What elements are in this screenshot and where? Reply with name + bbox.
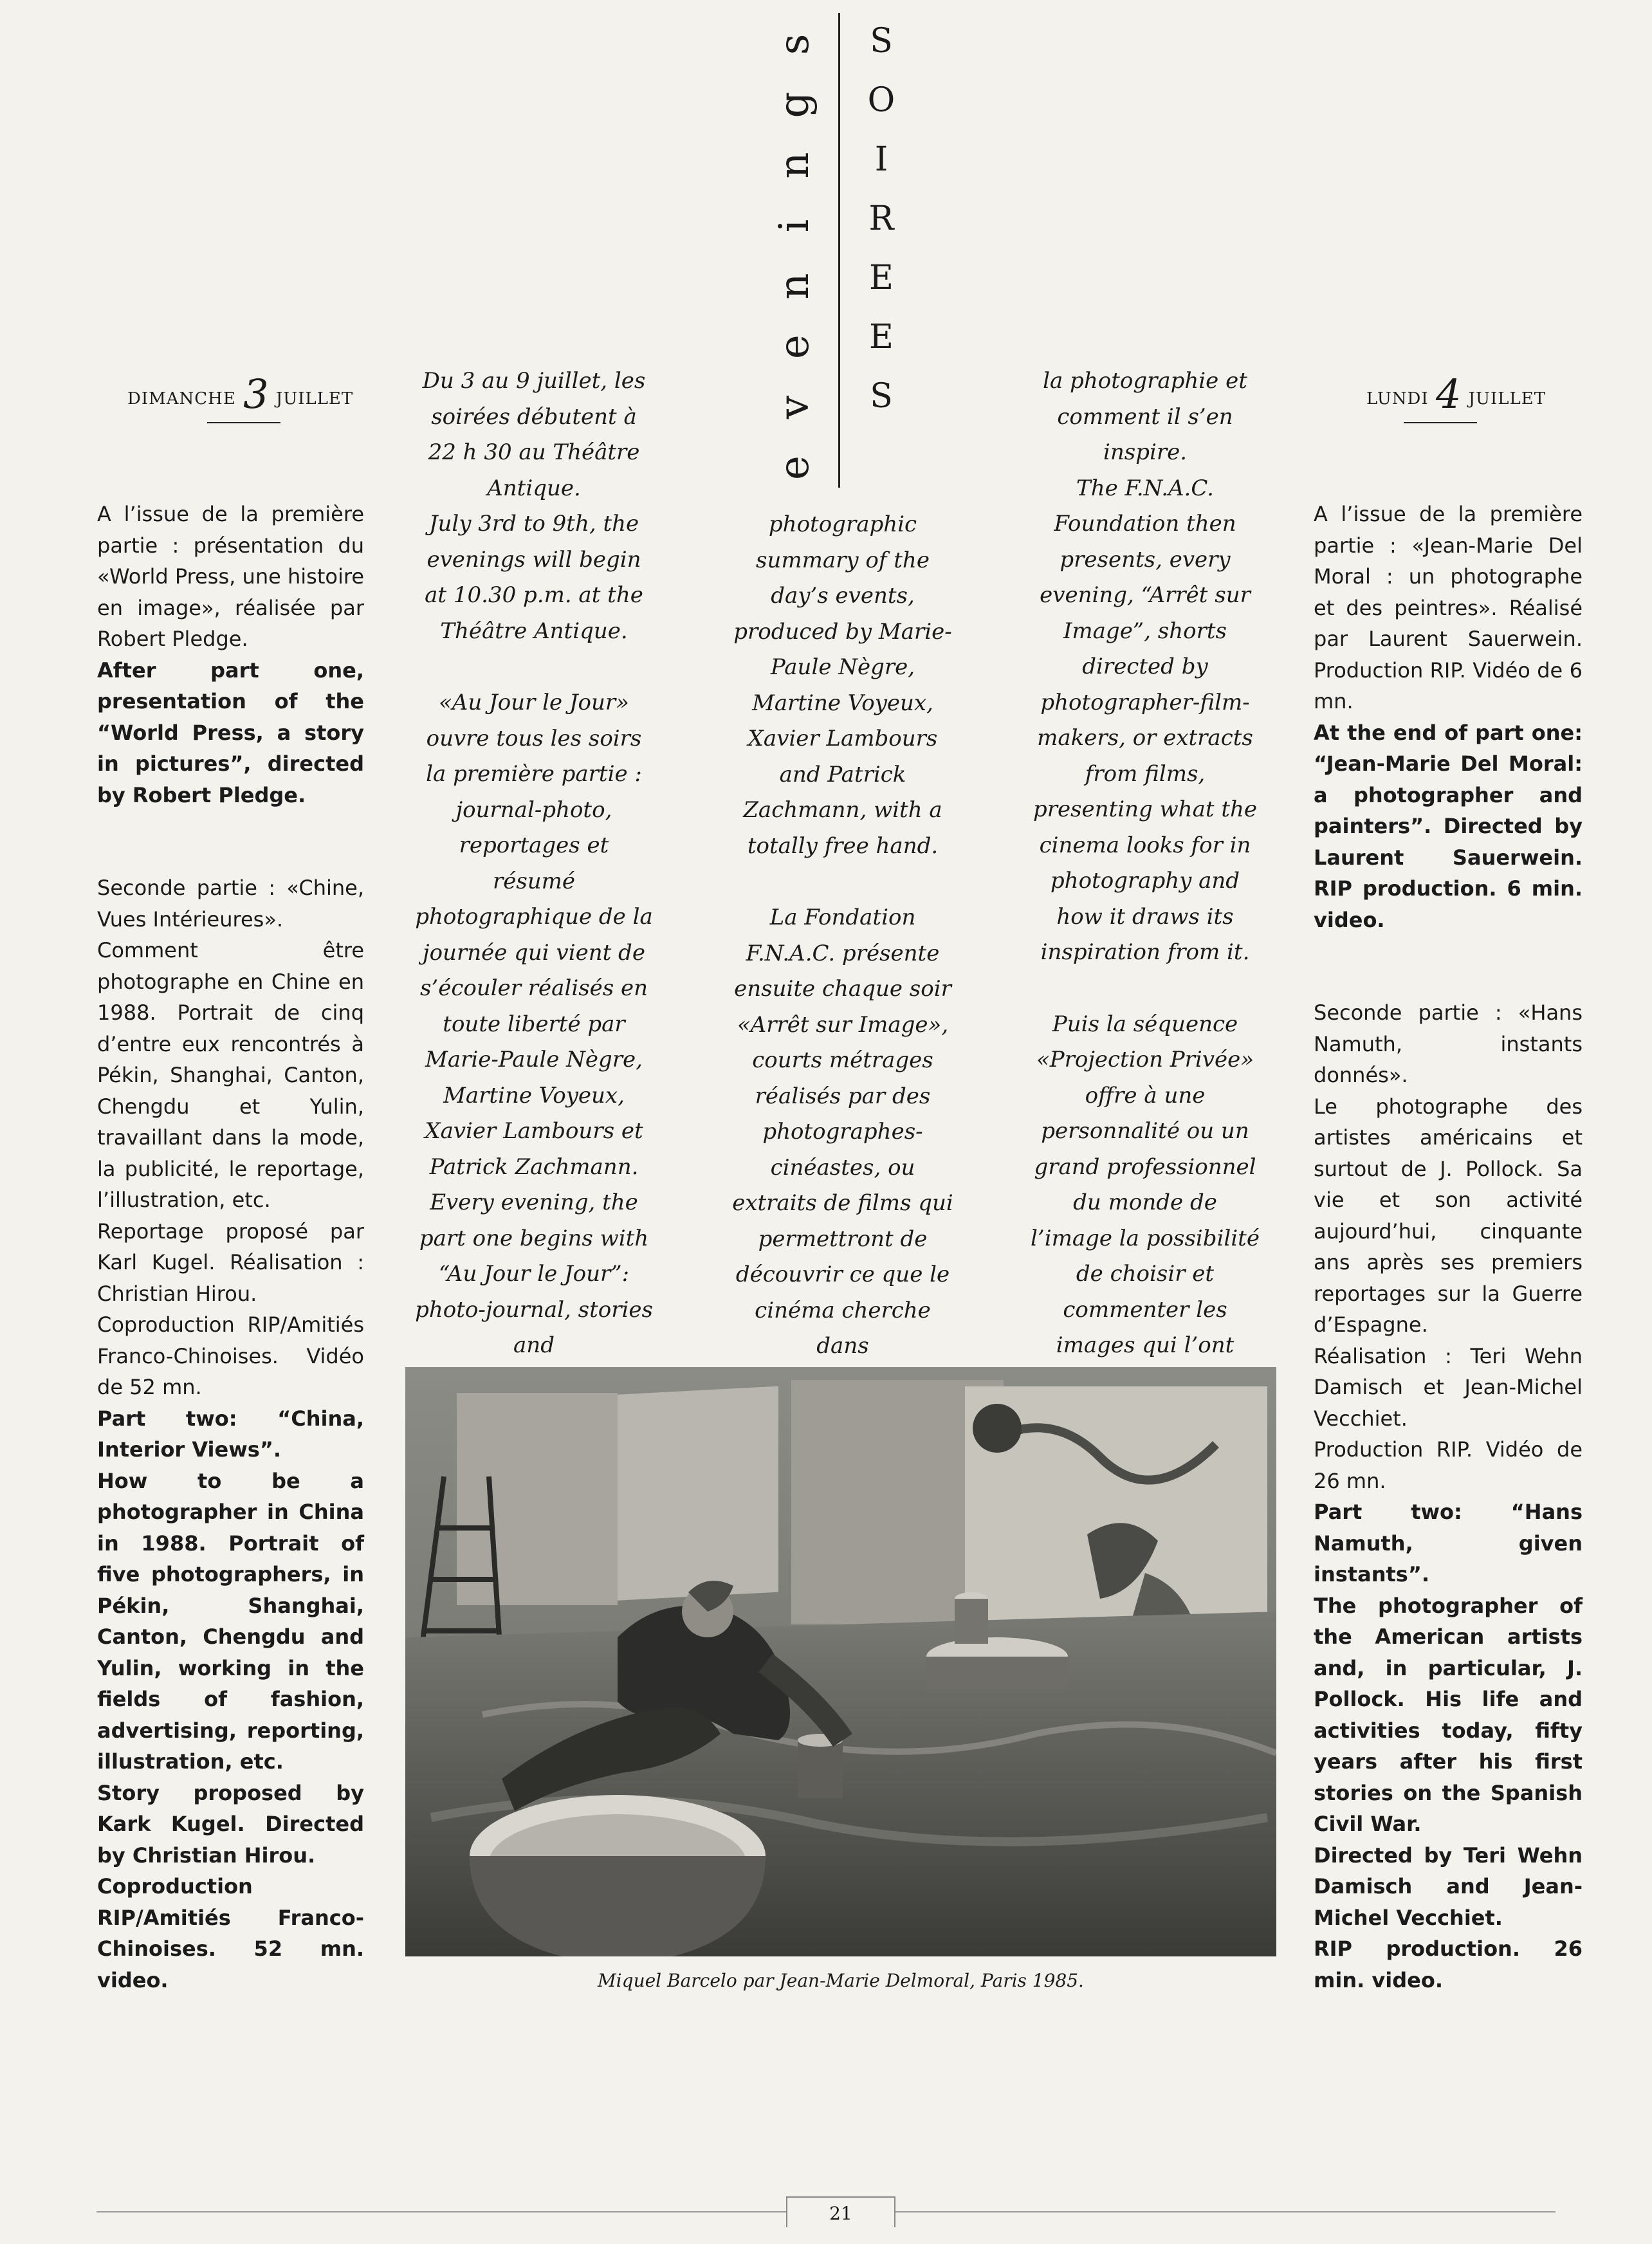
left-part2-fr-title: Seconde partie : «Chine, Vues Intérieures». (97, 876, 364, 932)
title-evenings-vertical (759, 14, 830, 498)
title-letter: R (868, 199, 894, 238)
title-letter: v (771, 395, 818, 419)
left-part2-fr-desc: Comment être photographe en Chine en 1988. Portrait de cinq d’entre eux rencontrés à Pékin, Shanghai, Canton, Chengdu et Yulin, travaillant dans la mode, la publicité, le reportage, l’illustration, etc. (97, 938, 364, 1212)
mid1-schedule-fr: Du 3 au 9 juillet, les soirées débutent à 22 h 30 au Théâtre Antique. (422, 368, 646, 501)
title-letter: I (874, 140, 888, 179)
right-part2-fr-credits: Réalisation : Teri Wehn Damisch et Jean-Michel Vecchiet. (1314, 1343, 1583, 1431)
left-column (97, 499, 364, 1996)
photo-caption: Miquel Barcelo par Jean-Marie Delmoral, Paris 1985. (598, 1970, 1084, 1991)
mid3-projection-fr: Puis la séquence «Projection Privée» offre à une personnalité ou un grand professionnel du monde de l’image la possibilité de choisir et commenter les images qui l’ont (1031, 1011, 1260, 1358)
right-part2-en-production: RIP production. 26 min. video. (1314, 1936, 1583, 1992)
title-soirees-vertical (852, 12, 910, 426)
right-part2-en-title: Part two: “Hans Namuth, given instants”. (1314, 1500, 1583, 1586)
right-part2-en-desc: The photographer of the American artists and, in particular, J. Pollock. His life and activities today, fifty years after his first stories on the Spanish Civil War. (1314, 1593, 1583, 1836)
title-letter: n (771, 152, 818, 179)
right-part1-fr: A l’issue de la première partie : «Jean-Marie Del Moral : un photographe et des peintres». Réalisé par Laurent Sauerwein. Production RIP. Vidéo de 6 mn. (1314, 502, 1583, 713)
left-part2-en-production: Coproduction RIP/Amitiés Franco-Chinoises. 52 mn. video. (97, 1874, 364, 1992)
title-letter: g (771, 91, 818, 118)
mid3-fnac-en: The F.N.A.C. Foundation then presents, every evening, “Arrêt sur Image”, shorts directed by photographer-film-makers, or extracts from films, presenting what the cinema looks for in photography and how it draws its inspiration from it. (1032, 475, 1258, 965)
day-number: 3 (243, 371, 269, 418)
right-day-rule (1404, 422, 1477, 423)
title-letter: e (771, 335, 818, 359)
mid1-au-jour-en: Every evening, the part one begins with “Au Jour le Jour”: photo-journal, stories and (415, 1190, 653, 1358)
weekday: DIMANCHE (127, 389, 236, 409)
title-letter: O (867, 81, 895, 120)
title-letter: S (870, 22, 893, 60)
left-part2-en-credits: Story proposed by Kark Kugel. Directed by Christian Hirou. (97, 1780, 364, 1868)
left-part2-en-desc: How to be a photographer in China in 1988. Portrait of five photographers, in Pékin, Shanghai, Canton, Chengdu and Yulin, working in the fields of fashion, advertising, reporting, illustration, etc. (97, 1468, 364, 1774)
left-day-heading (127, 367, 354, 418)
right-part1-en: At the end of part one: “Jean-Marie Del Moral: a photographer and painters”. Directed by Laurent Sauerwein. RIP production. 6 min. video. (1314, 720, 1583, 932)
right-column (1314, 499, 1583, 1996)
middle-column-1 (415, 363, 653, 1364)
right-part2-fr-production: Production RIP. Vidéo de 26 mn. (1314, 1437, 1583, 1493)
left-part1-fr: A l’issue de la première partie : présentation du «World Press, une histoire en image», réalisée par Robert Pledge. (97, 502, 364, 651)
left-part2-en-title: Part two: “China, Interior Views”. (97, 1406, 364, 1462)
month: JUILLET (275, 389, 354, 409)
title-letter: n (771, 273, 818, 300)
middle-column-2 (727, 507, 959, 1365)
month: JUILLET (1468, 389, 1546, 409)
left-day-rule (207, 422, 280, 423)
day-number: 4 (1435, 371, 1462, 418)
title-letter: E (869, 259, 894, 297)
title-letter: i (771, 219, 818, 233)
title-letter: s (771, 33, 818, 55)
middle-column-3 (1029, 363, 1261, 1364)
title-letter: E (869, 318, 894, 356)
left-part1-en: After part one, presentation of the “World Press, a story in pictures”, directed by Robert Pledge. (97, 658, 364, 807)
title-letter: S (870, 377, 893, 416)
mid3-inspire-fr: la photographie et comment il s’en inspire. (1043, 368, 1247, 465)
right-part2-fr-desc: Le photographe des artistes américains et surtout de J. Pollock. Sa vie et son activité aujourd’hui, cinquante ans après ses premiers reportages sur la Guerre d’Espagne. (1314, 1094, 1583, 1337)
mid1-au-jour-fr: «Au Jour le Jour» ouvre tous les soirs la première partie : journal-photo, reportages et résumé photographique de la journée qui vient de s’écouler réalisés en toute liberté par Marie-Paule Nègre, Martine Voyeux, Xavier Lambours et Patrick Zachmann. (415, 690, 653, 1180)
title-divider-line (838, 13, 840, 488)
left-part2-fr-credits: Reportage proposé par Karl Kugel. Réalisation : Christian Hirou. (97, 1219, 364, 1306)
weekday: LUNDI (1366, 389, 1429, 409)
left-part2-fr-production: Coproduction RIP/Amitiés Franco-Chinoises. Vidéo de 52 mn. (97, 1312, 364, 1399)
page-number: 21 (829, 2203, 852, 2224)
right-part2-fr-title: Seconde partie : «Hans Namuth, instants donnés». (1314, 1000, 1583, 1087)
right-part2-en-credits: Directed by Teri Wehn Damisch and Jean-Michel Vecchiet. (1314, 1843, 1583, 1930)
title-letter: e (771, 455, 818, 480)
studio-photograph (405, 1367, 1276, 1956)
mid1-schedule-en: July 3rd to 9th, the evenings will begin at 10.30 p.m. at the Théâtre Antique. (425, 511, 643, 644)
right-day-heading (1366, 367, 1546, 418)
mid2-summary-en: photographic summary of the day’s events, produced by Marie-Paule Nègre, Martine Voyeux, Xavier Lambours and Patrick Zachmann, with a totally free hand. (733, 511, 952, 859)
mid2-fnac-fr: La Fondation F.N.A.C. présente ensuite chaque soir «Arrêt sur Image», courts métrages réalisés par des photographes-cinéastes, ou extraits de films qui permettront de découvrir ce que le cinéma cherche dans (732, 905, 953, 1359)
